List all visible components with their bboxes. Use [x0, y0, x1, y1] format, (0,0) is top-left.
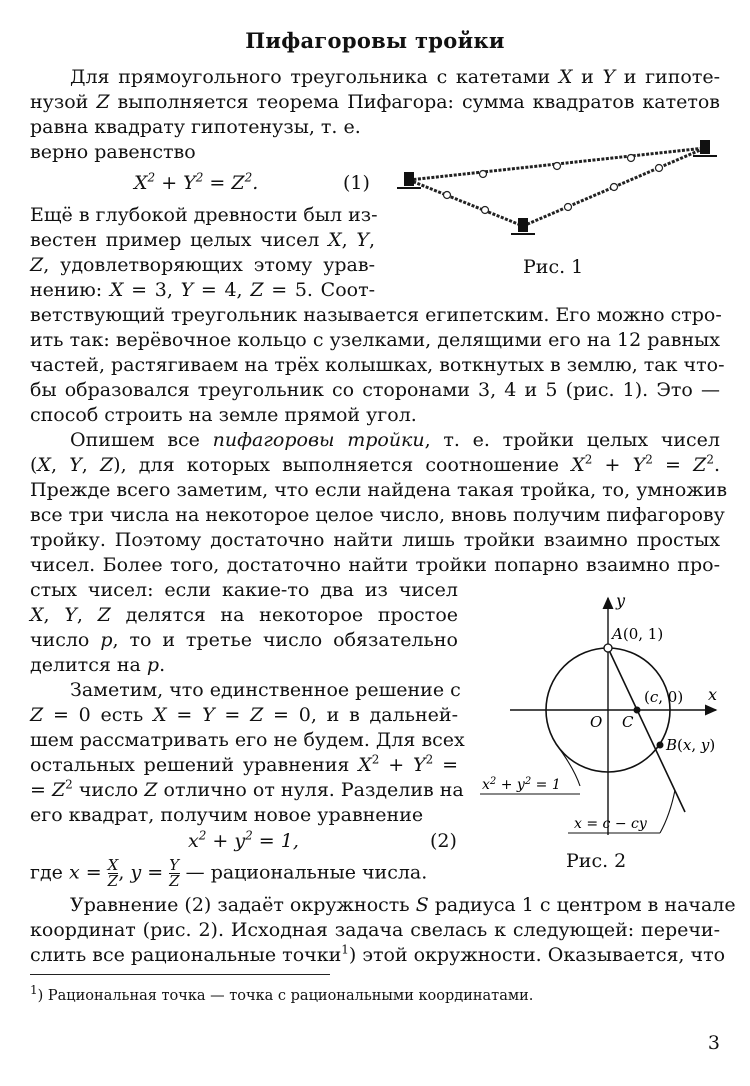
text-line: чисел. Более того, достаточно найти тройки попарно взаимно про- — [30, 554, 720, 576]
line-equation-label: x = c − cy — [574, 816, 647, 832]
figure-1-caption: Рис. 1 — [523, 256, 584, 278]
text-line: верно равенство — [30, 141, 196, 163]
text-line: нению: X = 3, Y = 4, Z = 5. Соот- — [30, 279, 376, 301]
origin-label: O — [590, 713, 603, 731]
text-line: нузой Z выполняется теорема Пифагора: сумма квадратов катетов — [30, 91, 720, 113]
point-c-label: C — [622, 713, 634, 731]
point-b-label: B(x, y) — [666, 736, 716, 754]
text-line: ить так: верёвочное кольцо с узелками, делящими его на 12 равных — [30, 329, 720, 351]
text-line: = $Z^2$ число Z отлично от нуля. Разделив на — [30, 777, 464, 801]
text-line: способ строить на земле прямой угол. — [30, 404, 417, 426]
text-line: все три числа на некоторое целое число, вновь получим пифагорову — [30, 504, 725, 526]
text-line: частей, растягиваем на трёх колышках, воткнутых в землю, так что- — [30, 354, 725, 376]
text-line: Z = 0 есть X = Y = Z = 0, и в дальней- — [30, 704, 458, 726]
text-line: Для прямоугольного треугольника с катетами X и Y и гипоте- — [70, 66, 721, 88]
text-line: остальных решений уравнения $X^2 + Y^2$ = — [30, 752, 458, 776]
circle-equation-label: $x^2 + y^2 = 1$ — [482, 776, 561, 793]
text-line: вестен пример целых чисел X, Y, — [30, 229, 375, 251]
text-line: его квадрат, получим новое уравнение — [30, 804, 424, 826]
text-line: Опишем все пифагоровы тройки, т. е. тройки целых чисел — [70, 429, 720, 451]
text-line: Прежде всего заметим, что если найдена такая тройка, то, умножив — [30, 479, 728, 501]
equation-1: $X^2 + Y^2 = Z^2$. — [134, 170, 259, 194]
point-c0-label: (c, 0) — [644, 688, 684, 706]
text-line: Z, удовлетворяющих этому урав- — [30, 254, 375, 276]
text-line: равна квадрату гипотенузы, т. е. — [30, 116, 361, 138]
y-axis-label: y — [616, 591, 626, 610]
figure-1-rope-triangle — [395, 130, 725, 250]
text-line: где $x = \frac{X}{Z}$ , $y = \frac{Y}{Z}$ — рациональные числа. — [30, 856, 428, 890]
page-number: 3 — [707, 1032, 720, 1054]
equation-1-number: (1) — [343, 172, 370, 194]
equation-2: $x^2 + y^2 = 1$, — [188, 828, 299, 852]
footnote-rule — [30, 974, 330, 975]
text-line: X, Y, Z делятся на некоторое простое — [30, 604, 458, 626]
text-line: координат (рис. 2). Исходная задача свелась к следующей: перечи- — [30, 919, 720, 941]
text-line: шем рассматривать его не будем. Для всех — [30, 729, 465, 751]
text-line: ветствующий треугольник называется египетским. Его можно стро- — [30, 304, 722, 326]
text-line: делится на p. — [30, 654, 166, 676]
text-line: слить все рациональные точки$^1$) этой окружности. Оказывается, что — [30, 942, 726, 966]
text-line: (X, Y, Z), для которых выполняется соотношение $X^2 + Y^2 = Z^2$. — [30, 452, 720, 476]
figure-2-caption: Рис. 2 — [566, 850, 627, 872]
text-line: стых чисел: если какие-то два из чисел — [30, 579, 458, 601]
page-title: Пифагоровы тройки — [245, 28, 505, 53]
point-a-label: A(0, 1) — [612, 625, 664, 643]
x-axis-label: x — [708, 685, 718, 704]
text-line: число p, то и третье число обязательно — [30, 629, 458, 651]
text-line: Уравнение (2) задаёт окружность S радиуса 1 с центром в начале — [70, 894, 736, 916]
footnote: $^1$) Рациональная точка — точка с рациональными координатами. — [30, 983, 534, 1004]
text-line: тройку. Поэтому достаточно найти лишь тройки взаимно простых — [30, 529, 720, 551]
equation-2-number: (2) — [430, 830, 457, 852]
text-line: Заметим, что единственное решение с — [70, 679, 461, 701]
text-line: бы образовался треугольник со сторонами 3, 4 и 5 (рис. 1). Это — — [30, 379, 720, 401]
figure-2-unit-circle — [470, 590, 730, 850]
text-line: Ещё в глубокой древности был из- — [30, 204, 378, 226]
